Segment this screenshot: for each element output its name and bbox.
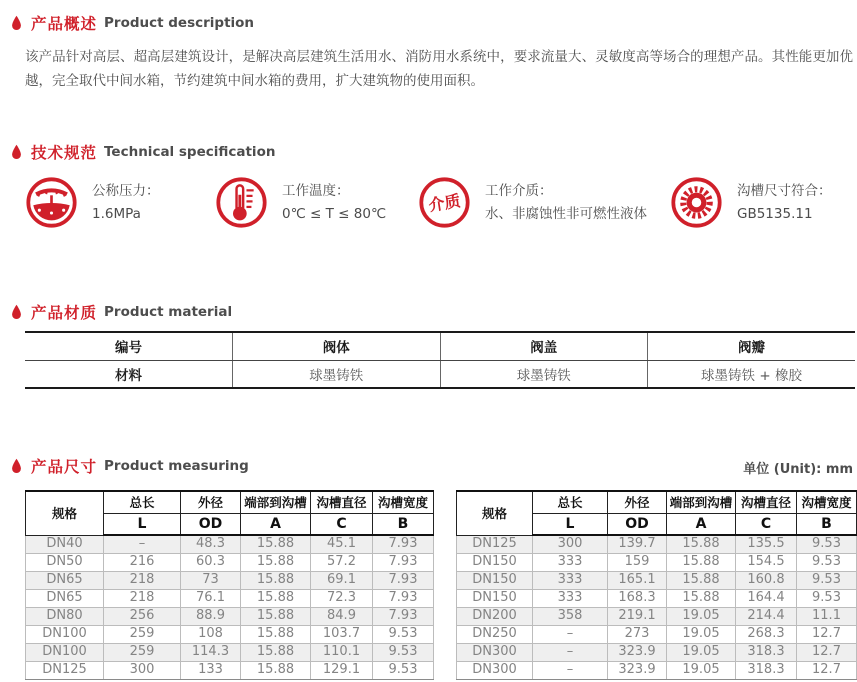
section-title-en: Product description — [104, 15, 255, 31]
table-row — [457, 625, 857, 643]
column-header-code: OD — [608, 513, 667, 535]
measuring-section-header — [25, 455, 855, 477]
table-row — [26, 535, 434, 553]
table-cell: 48.3 — [181, 535, 241, 553]
table-header-row — [26, 491, 434, 513]
table-cell: – — [104, 535, 181, 553]
spec-item-groove-standard — [670, 176, 832, 229]
table-row — [26, 661, 434, 679]
spec-value: 0℃ ≤ T ≤ 80℃ — [282, 205, 387, 222]
table-cell: 88.9 — [181, 607, 241, 625]
table-row — [457, 643, 857, 661]
table-header-row — [457, 491, 857, 513]
table-cell: 154.5 — [736, 553, 797, 571]
drop-icon — [10, 304, 23, 321]
table-row — [457, 589, 857, 607]
section-title-en: Product material — [104, 304, 233, 320]
column-header: 阀体 — [233, 332, 441, 360]
table-cell: 9.53 — [797, 571, 857, 589]
table-cell: 333 — [533, 571, 608, 589]
table-cell: DN300 — [457, 661, 533, 679]
table-row — [25, 360, 855, 388]
table-cell: 19.05 — [667, 643, 736, 661]
table-cell: 256 — [104, 607, 181, 625]
spec-label: 公称压力： — [92, 182, 160, 199]
table-cell: 72.3 — [311, 589, 373, 607]
table-row — [457, 661, 857, 679]
table-cell: 9.53 — [797, 535, 857, 553]
table-cell: 15.88 — [241, 589, 311, 607]
table-cell: 9.53 — [797, 553, 857, 571]
table-cell: 323.9 — [608, 661, 667, 679]
spec-value: GB5135.11 — [737, 205, 813, 222]
table-cell: DN125 — [26, 661, 104, 679]
spec-text — [92, 180, 160, 226]
table-cell: 球墨铸铁 — [233, 360, 441, 388]
section-title-zh: 技术规范 — [31, 144, 98, 162]
column-header-code: L — [533, 513, 608, 535]
table-cell: 259 — [104, 643, 181, 661]
column-header: 总长 — [533, 491, 608, 513]
table-row — [26, 625, 434, 643]
column-header: 端部到沟槽 — [241, 491, 311, 513]
table-cell: 110.1 — [311, 643, 373, 661]
spec-value: 1.6MPa — [92, 205, 141, 222]
table-cell: 15.88 — [241, 643, 311, 661]
drop-icon — [10, 458, 23, 475]
table-cell: 球墨铸铁 + 橡胶 — [648, 360, 856, 388]
table-cell: 15.88 — [241, 571, 311, 589]
table-cell: 300 — [533, 535, 608, 553]
column-header-code: C — [311, 513, 373, 535]
table-cell: 12.7 — [797, 625, 857, 643]
table-row — [26, 571, 434, 589]
table-cell: 159 — [608, 553, 667, 571]
table-row — [457, 553, 857, 571]
section-title-zh: 产品材质 — [31, 304, 98, 322]
measuring-tables — [25, 490, 855, 680]
spec-text — [282, 180, 386, 226]
table-cell: 318.3 — [736, 643, 797, 661]
column-header: 阀瓣 — [648, 332, 856, 360]
spec-item-medium — [418, 176, 647, 229]
table-cell: DN50 — [26, 553, 104, 571]
table-cell: 168.3 — [608, 589, 667, 607]
spec-label: 沟槽尺寸符合： — [737, 182, 832, 199]
table-cell: 135.5 — [736, 535, 797, 553]
section-title-en: Product measuring — [104, 458, 249, 474]
spec-items-row — [25, 176, 855, 238]
table-cell: 216 — [104, 553, 181, 571]
spec-item-pressure — [25, 176, 160, 229]
table-row — [26, 643, 434, 661]
table-cell: DN150 — [457, 553, 533, 571]
table-cell: 323.9 — [608, 643, 667, 661]
column-header-code: B — [373, 513, 434, 535]
column-header-code: B — [797, 513, 857, 535]
table-cell: 材料 — [25, 360, 233, 388]
table-cell: 300 — [104, 661, 181, 679]
spec-section-header — [10, 141, 855, 163]
table-cell: 57.2 — [311, 553, 373, 571]
table-cell: 114.3 — [181, 643, 241, 661]
table-cell: DN250 — [457, 625, 533, 643]
spec-value: 水、非腐蚀性非可燃性液体 — [485, 205, 647, 222]
table-cell: DN300 — [457, 643, 533, 661]
table-cell: 7.93 — [373, 589, 434, 607]
section-title-zh: 产品尺寸 — [31, 458, 98, 476]
column-header: 外径 — [181, 491, 241, 513]
table-cell: 15.88 — [667, 535, 736, 553]
table-cell: DN80 — [26, 607, 104, 625]
svg-text:介质: 介质 — [427, 191, 462, 215]
table-cell: 19.05 — [667, 625, 736, 643]
table-cell: 球墨铸铁 — [440, 360, 648, 388]
table-cell: 9.53 — [373, 625, 434, 643]
table-cell: 218 — [104, 571, 181, 589]
drop-icon — [10, 15, 23, 32]
table-cell: DN100 — [26, 625, 104, 643]
table-cell: – — [533, 661, 608, 679]
column-header: 外径 — [608, 491, 667, 513]
table-cell: 333 — [533, 553, 608, 571]
table-cell: – — [533, 643, 608, 661]
table-cell: 133 — [181, 661, 241, 679]
table-cell: 218 — [104, 589, 181, 607]
table-cell: DN150 — [457, 571, 533, 589]
spec-label: 工作介质： — [485, 182, 553, 199]
table-cell: 15.88 — [667, 553, 736, 571]
table-row — [26, 589, 434, 607]
section-title-zh: 产品概述 — [31, 15, 98, 33]
table-cell: 60.3 — [181, 553, 241, 571]
table-cell: 76.1 — [181, 589, 241, 607]
material-section-header — [10, 301, 855, 323]
column-header: 沟槽宽度 — [797, 491, 857, 513]
table-cell: 139.7 — [608, 535, 667, 553]
table-cell: 12.7 — [797, 661, 857, 679]
table-cell: 108 — [181, 625, 241, 643]
table-cell: 160.8 — [736, 571, 797, 589]
column-header: 沟槽直径 — [736, 491, 797, 513]
table-cell: 7.93 — [373, 571, 434, 589]
column-header-code: L — [104, 513, 181, 535]
measuring-table-left — [25, 490, 434, 680]
table-cell: 333 — [533, 589, 608, 607]
unit-label: 单位 (Unit): mm — [743, 462, 853, 477]
spec-item-temperature — [215, 176, 386, 229]
table-cell: 15.88 — [241, 535, 311, 553]
thermometer-icon — [215, 176, 268, 229]
column-header: 端部到沟槽 — [667, 491, 736, 513]
table-cell: DN100 — [26, 643, 104, 661]
material-table — [25, 331, 855, 389]
column-header: 沟槽直径 — [311, 491, 373, 513]
table-cell: DN125 — [457, 535, 533, 553]
column-header: 沟槽宽度 — [373, 491, 434, 513]
table-cell: 273 — [608, 625, 667, 643]
column-header-code: OD — [181, 513, 241, 535]
column-header-code: A — [241, 513, 311, 535]
table-row — [457, 535, 857, 553]
table-row — [457, 607, 857, 625]
table-cell: 103.7 — [311, 625, 373, 643]
overview-section-header — [10, 12, 855, 34]
table-cell: 129.1 — [311, 661, 373, 679]
column-header: 编号 — [25, 332, 233, 360]
table-cell: 12.7 — [797, 643, 857, 661]
table-cell: 165.1 — [608, 571, 667, 589]
table-cell: 45.1 — [311, 535, 373, 553]
table-cell: 84.9 — [311, 607, 373, 625]
table-cell: 268.3 — [736, 625, 797, 643]
table-cell: 318.3 — [736, 661, 797, 679]
table-cell: 15.88 — [667, 589, 736, 607]
table-cell: 7.93 — [373, 553, 434, 571]
column-header: 阀盖 — [440, 332, 648, 360]
spec-text — [737, 180, 832, 226]
spec-text — [485, 180, 647, 226]
gauge-icon — [25, 176, 78, 229]
table-cell: 69.1 — [311, 571, 373, 589]
table-cell: 219.1 — [608, 607, 667, 625]
column-header-code: C — [736, 513, 797, 535]
measuring-table-right — [456, 490, 857, 680]
column-header: 总长 — [104, 491, 181, 513]
table-cell: 358 — [533, 607, 608, 625]
table-header-row — [25, 332, 855, 360]
table-cell: – — [533, 625, 608, 643]
table-cell: 7.93 — [373, 607, 434, 625]
table-cell: 164.4 — [736, 589, 797, 607]
table-cell: DN65 — [26, 571, 104, 589]
overview-paragraph: 该产品针对高层、超高层建筑设计，是解决高层建筑生活用水、消防用水系统中，要求流量大、灵敏度高等场合的理想产品。其性能更加优越，完全取代中间水箱，节约建筑中间水箱的费用，扩大建筑物的使用面积。 — [25, 49, 853, 89]
table-cell: DN65 — [26, 589, 104, 607]
table-cell: 9.53 — [373, 661, 434, 679]
table-row — [26, 553, 434, 571]
column-header-spec: 规格 — [26, 491, 104, 535]
drop-icon — [10, 144, 23, 161]
table-cell: 11.1 — [797, 607, 857, 625]
measuring-title — [10, 455, 249, 477]
gear-icon — [670, 176, 723, 229]
table-cell: 15.88 — [667, 571, 736, 589]
table-cell: 15.88 — [241, 553, 311, 571]
table-row — [457, 571, 857, 589]
section-title-en: Technical specification — [104, 144, 276, 160]
table-cell: DN40 — [26, 535, 104, 553]
table-cell: 214.4 — [736, 607, 797, 625]
table-cell: 15.88 — [241, 625, 311, 643]
spec-label: 工作温度： — [282, 182, 350, 199]
table-cell: 15.88 — [241, 607, 311, 625]
column-header-spec: 规格 — [457, 491, 533, 535]
table-row — [26, 607, 434, 625]
table-cell: 19.05 — [667, 661, 736, 679]
table-cell: 259 — [104, 625, 181, 643]
table-cell: 7.93 — [373, 535, 434, 553]
column-header-code: A — [667, 513, 736, 535]
table-cell: 15.88 — [241, 661, 311, 679]
medium-icon — [418, 176, 471, 229]
table-cell: 19.05 — [667, 607, 736, 625]
table-cell: 73 — [181, 571, 241, 589]
table-cell: DN200 — [457, 607, 533, 625]
table-cell: 9.53 — [797, 589, 857, 607]
table-cell: DN150 — [457, 589, 533, 607]
table-cell: 9.53 — [373, 643, 434, 661]
